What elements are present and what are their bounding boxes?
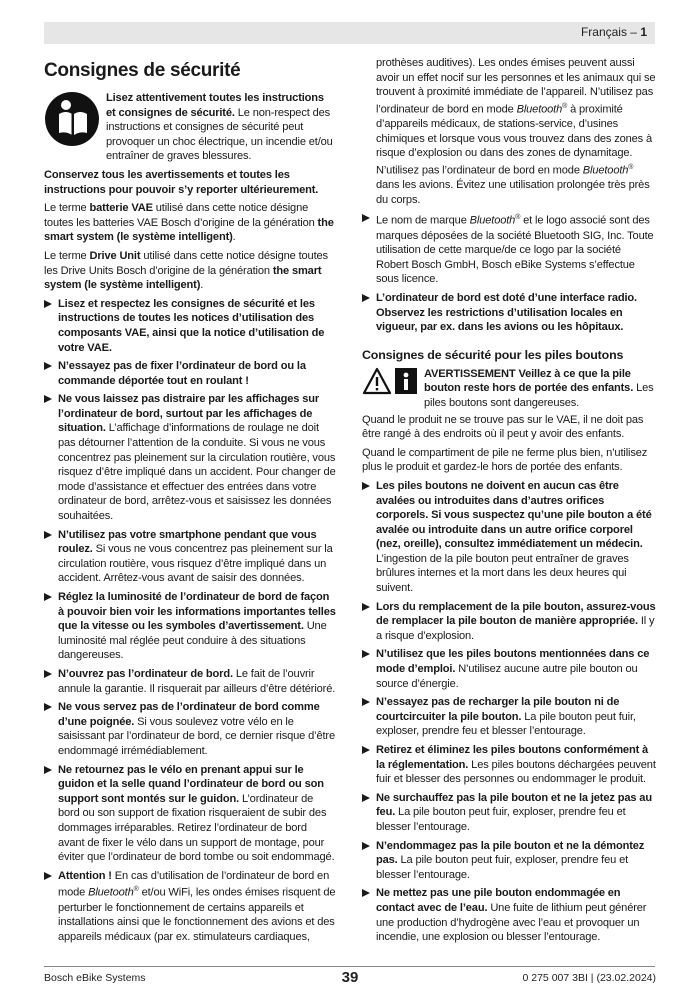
header-label: Français – 1 (580, 25, 647, 39)
term-drive-unit: Le terme Drive Unit utilisé dans cette notice désigne toutes les Drive Units Bosch d’origine de la génération the smart system (le système intelligent). (44, 249, 328, 292)
info-book-icon (394, 367, 418, 395)
right-column (362, 56, 656, 949)
warning-icons (362, 367, 418, 397)
list-item: L’ordinateur de bord est doté d’une interface radio. Observez les restrictions d’utilisation locales en vigueur, par ex. dans les avions ou les hôpitaux. (362, 291, 656, 335)
intro-text: Lisez attentivement toutes les instructions et consignes de sécurité. Le non-respect des instructions et consignes de sécurité peut provoquer un choc électrique, un incendie et/ou entraîner de graves blessures. (106, 92, 333, 163)
list-item: N’utilisez que les piles boutons mentionnées dans ce mode d’emploi. N’utilisez aucune autre pile bouton ou source d’énergie. (362, 647, 656, 691)
list-item: N’endommagez pas la pile bouton et ne la démontez pas. La pile bouton peut fuir, exploser, prendre feu et blesser l’entourage. (362, 839, 656, 883)
page-header (44, 22, 655, 44)
list-item: Retirez et éliminez les piles boutons conformément à la réglementation. Les piles boutons déchargées peuvent fuir et blesser des personnes ou endommager le produit. (362, 743, 656, 787)
list-item: N’utilisez pas votre smartphone pendant que vous roulez. Si vous ne vous concentrez pas pleinement sur la circulation routière, vous risquez d’être impliqué dans un accident. Arrêtez-vous avant de saisir des données. (44, 528, 336, 586)
warning-block (362, 367, 656, 411)
page-title: Consignes de sécurité (44, 60, 241, 81)
intro-block (44, 91, 336, 164)
list-item: N’ouvrez pas l’ordinateur de bord. Le fait de l’ouvrir annule la garantie. Il risquerait par ailleurs d’être détérioré. (44, 667, 336, 696)
footer-divider (44, 966, 655, 967)
warning-triangle-icon (362, 367, 392, 395)
paragraph: Quand le produit ne se trouve pas sur le VAE, il ne doit pas être rangé à des endroits où il peut y avoir des enfants. (362, 413, 644, 441)
list-item: Ne vous laissez pas distraire par les affichages sur l’ordinateur de bord, surtout par les affichages de situation. L’affichage d’informations de roulage ne doit pas détourner l’attention de la conduite. Si vous ne vous concentrez pas pleinement sur la circulation routière, vous risquez d’être impliqué dans un accident. Pour changer de mode d’assistance et effectuer des entrées dans votre ordinateur de bord, arrêtez-vous et saisissez les données souhaitées. (44, 392, 336, 523)
list-item: Ne vous servez pas de l’ordinateur de bord comme d’une poignée. Si vous soulevez votre vélo en le saisissant par l’ordinateur de bord, ce dernier risque d’être endommagé irrémédiablement. (44, 700, 336, 758)
footer-brand: Bosch eBike Systems (44, 972, 146, 984)
list-item: Ne retournez pas le vélo en prenant appui sur le guidon et la selle quand l’ordinateur de bord ou son support sont montés sur le guidon. L’ordinateur de bord ou son support de fixation risqueraient de subir des dommages irréparables. Retirez l’ordinateur de bord avant de fixer le vélo dans un support de montage, pour éviter que l’ordinateur de bord tombe ou soit endommagé. (44, 763, 336, 865)
list-item: Lors du remplacement de la pile bouton, assurez-vous de remplacer la pile bouton de manière appropriée. Il y a risque d’explosion. (362, 600, 656, 644)
left-column (44, 55, 336, 948)
list-item: N’essayez pas de recharger la pile bouton ni de courtcircuiter la pile bouton. La pile bouton peut fuir, exploser, prendre feu et blesser l’entourage. (362, 695, 656, 739)
keep-instructions: Conservez tous les avertissements et toutes les instructions pour pouvoir s’y reporter ultérieurement. (44, 168, 319, 196)
footer-doc-id: 0 275 007 3BI | (23.02.2024) (522, 972, 656, 984)
list-item: N’essayez pas de fixer l’ordinateur de bord ou la commande déportée tout en roulant ! (44, 359, 336, 388)
read-manual-icon (44, 91, 100, 147)
left-safety-list (44, 297, 336, 945)
warning-text: AVERTISSEMENT Veillez à ce que la pile bouton reste hors de portée des enfants. Les piles boutons sont dangereuses. (424, 367, 654, 409)
list-item: Attention ! En cas d’utilisation de l’ordinateur de bord en mode Bluetooth® et/ou WiFi, les ondes émises risquent de perturber le fonctionnement de certains appareils et installations ainsi que le fonctionnement des avions et des appareils médicaux (par ex. stimulateurs cardiaques, (44, 869, 336, 945)
list-item: Les piles boutons ne doivent en aucun cas être avalées ou introduites dans d’autres orifices corporels. Si vous suspectez qu’une pile bouton a été avalée ou introduite dans un autre orifice corporel (nez, oreille), consultez immédiatement un médecin. L’ingestion de la pile bouton peut entraîner de graves brûlures internes et la mort dans les deux heures qui suivent. (362, 479, 656, 596)
list-item: Le nom de marque Bluetooth® et le logo associé sont des marques déposées de la société Bluetooth SIG, Inc. Toute utilisation de cette marque/de ce logo par la société Robert Bosch GmbH, Bosch eBike Systems s’effectue sous licence. (362, 211, 656, 287)
bluetooth-list (362, 211, 656, 334)
term-battery: Le terme batterie VAE utilisé dans cette notice désigne toutes les batteries VAE Bosch d’origine de la génération the smart system (le système intelligent). (44, 202, 334, 244)
list-item: Lisez et respectez les consignes de sécurité et les instructions de toutes les notices d’utilisation des composants VAE, ainsi que la notice d’utilisation de votre VAE. (44, 297, 336, 355)
list-item: Ne surchauffez pas la pile bouton et ne la jetez pas au feu. La pile bouton peut fuir, exploser, prendre feu et blesser l’entourage. (362, 791, 656, 835)
section-title: Consignes de sécurité pour les piles boutons (362, 347, 624, 362)
list-item: Réglez la luminosité de l’ordinateur de bord de façon à pouvoir bien voir les informations importantes telles que la vitesse ou les symboles d’avertissement. Une luminosité mal réglée peut conduire à des situations dangereuses. (44, 590, 336, 663)
paragraph: Quand le compartiment de pile ne ferme plus bien, n’utilisez plus le produit et gardez-le hors de portée des enfants. (362, 446, 648, 474)
battery-safety-list (362, 479, 656, 945)
page-number: 39 (341, 969, 359, 986)
list-item: Ne mettez pas une pile bouton endommagée en contact avec de l’eau. Une fuite de lithium peut générer une production d’hydrogène avec l’eau et provoquer un incendie, une explosion ou blesser l’entourage. (362, 886, 656, 944)
bluetooth-continuation: prothèses auditives). Les ondes émises peuvent aussi avoir un effet nocif sur les personnes et les animaux qui se trouvent à proximité immédiate de l’appareil. N’utilisez pas l’ordinateur de bord en mode Bluetooth® à proximité d’appareils médicaux, de stations-service, d’usines chimiques et lorsque vous vous trouvez dans des zones à risque d’explosion ou dans des zones de dynamitage. N’utilisez pas l’ordinateur de bord en mode Bluetooth® dans les avions. Évitez une utilisation prolongée très près du corps. (376, 57, 656, 206)
